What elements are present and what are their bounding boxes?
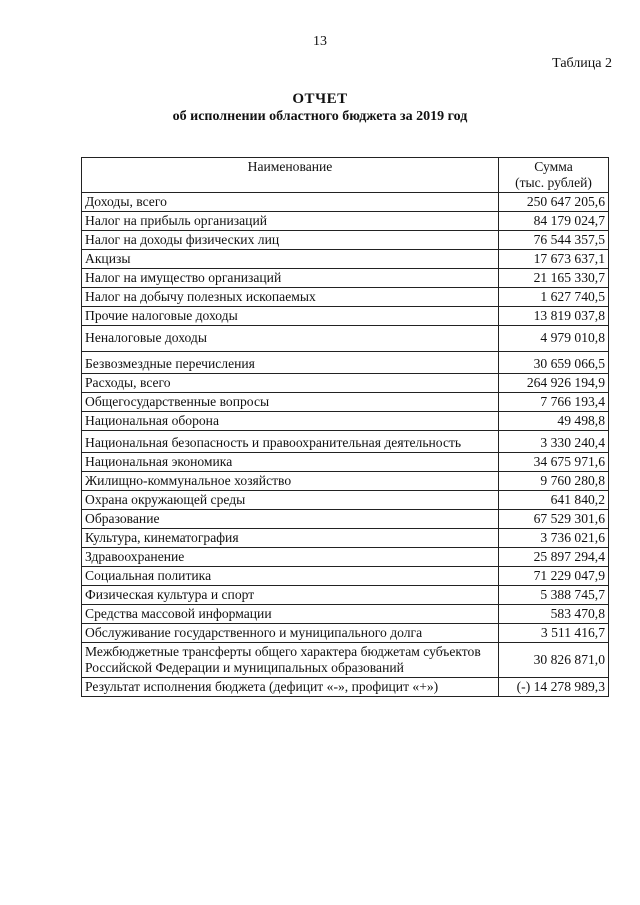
row-value: 13 819 037,8 xyxy=(499,307,609,326)
table-row xyxy=(82,412,609,431)
table-row xyxy=(82,431,609,453)
row-name: Национальная экономика xyxy=(82,453,499,472)
report-subtitle: об исполнении областного бюджета за 2019 год xyxy=(172,109,468,124)
row-value: 264 926 194,9 xyxy=(499,374,609,393)
table-row xyxy=(82,529,609,548)
table-row xyxy=(82,269,609,288)
row-name: Социальная политика xyxy=(82,567,499,586)
column-header-sum-title: Сумма xyxy=(534,159,573,174)
row-name: Налог на прибыль организаций xyxy=(82,212,499,231)
row-name: Средства массовой информации xyxy=(82,605,499,624)
row-name: Неналоговые доходы xyxy=(82,326,499,352)
row-name: Акцизы xyxy=(82,250,499,269)
row-name: Жилищно-коммунальное хозяйство xyxy=(82,472,499,491)
row-value: 49 498,8 xyxy=(499,412,609,431)
table-row xyxy=(82,624,609,643)
row-name: Национальная оборона xyxy=(82,412,499,431)
row-name: Охрана окружающей среды xyxy=(82,491,499,510)
table-row xyxy=(82,453,609,472)
table-row xyxy=(82,193,609,212)
row-value: 583 470,8 xyxy=(499,605,609,624)
table-row xyxy=(82,678,609,697)
row-value: 9 760 280,8 xyxy=(499,472,609,491)
row-value: 17 673 637,1 xyxy=(499,250,609,269)
row-value: 4 979 010,8 xyxy=(499,326,609,352)
row-value: 1 627 740,5 xyxy=(499,288,609,307)
row-name: Общегосударственные вопросы xyxy=(82,393,499,412)
table-header-row xyxy=(82,158,609,193)
table-row xyxy=(82,352,609,374)
row-value: 3 330 240,4 xyxy=(499,431,609,453)
table-row xyxy=(82,250,609,269)
table-row xyxy=(82,231,609,250)
table-row xyxy=(82,605,609,624)
table-row xyxy=(82,643,609,678)
row-name: Налог на доходы физических лиц xyxy=(82,231,499,250)
row-value: 21 165 330,7 xyxy=(499,269,609,288)
column-header-sum xyxy=(499,158,609,193)
row-name: Налог на добычу полезных ископаемых xyxy=(82,288,499,307)
row-value: 71 229 047,9 xyxy=(499,567,609,586)
row-value: 7 766 193,4 xyxy=(499,393,609,412)
row-name: Расходы, всего xyxy=(82,374,499,393)
row-name: Доходы, всего xyxy=(82,193,499,212)
row-value: 67 529 301,6 xyxy=(499,510,609,529)
table-label: Таблица 2 xyxy=(552,56,612,71)
table-row xyxy=(82,307,609,326)
row-value: 5 388 745,7 xyxy=(499,586,609,605)
row-value: 3 511 416,7 xyxy=(499,624,609,643)
table-row xyxy=(82,548,609,567)
row-value: 25 897 294,4 xyxy=(499,548,609,567)
row-name: Безвозмездные перечисления xyxy=(82,352,499,374)
table-row xyxy=(82,326,609,352)
row-name: Физическая культура и спорт xyxy=(82,586,499,605)
table-row xyxy=(82,393,609,412)
row-name: Культура, кинематография xyxy=(82,529,499,548)
table-row xyxy=(82,472,609,491)
row-name: Здравоохранение xyxy=(82,548,499,567)
row-value: 3 736 021,6 xyxy=(499,529,609,548)
row-value: 34 675 971,6 xyxy=(499,453,609,472)
row-value: 76 544 357,5 xyxy=(499,231,609,250)
row-value: (-) 14 278 989,3 xyxy=(499,678,609,697)
table-row xyxy=(82,491,609,510)
column-header-sum-unit: (тыс. рублей) xyxy=(515,175,592,190)
report-title: ОТЧЕТ xyxy=(292,91,348,107)
row-value: 84 179 024,7 xyxy=(499,212,609,231)
table-row xyxy=(82,586,609,605)
row-name: Налог на имущество организаций xyxy=(82,269,499,288)
row-value: 250 647 205,6 xyxy=(499,193,609,212)
row-name: Результат исполнения бюджета (дефицит «-», профицит «+») xyxy=(82,678,499,697)
title-block xyxy=(0,90,640,126)
budget-report-table xyxy=(81,157,609,697)
table-row xyxy=(82,374,609,393)
row-name: Межбюджетные трансферты общего характера бюджетам субъектов Российской Федерации и муниципальных образований xyxy=(82,643,499,678)
row-name: Обслуживание государственного и муниципального долга xyxy=(82,624,499,643)
row-name: Национальная безопасность и правоохранительная деятельность xyxy=(82,431,499,453)
table-row xyxy=(82,510,609,529)
table-row xyxy=(82,288,609,307)
row-value: 641 840,2 xyxy=(499,491,609,510)
page-number: 13 xyxy=(313,34,327,49)
table-row xyxy=(82,212,609,231)
row-name: Прочие налоговые доходы xyxy=(82,307,499,326)
table-body xyxy=(82,193,609,697)
column-header-name: Наименование xyxy=(82,158,499,193)
table-row xyxy=(82,567,609,586)
row-value: 30 659 066,5 xyxy=(499,352,609,374)
row-name: Образование xyxy=(82,510,499,529)
row-value: 30 826 871,0 xyxy=(499,643,609,678)
